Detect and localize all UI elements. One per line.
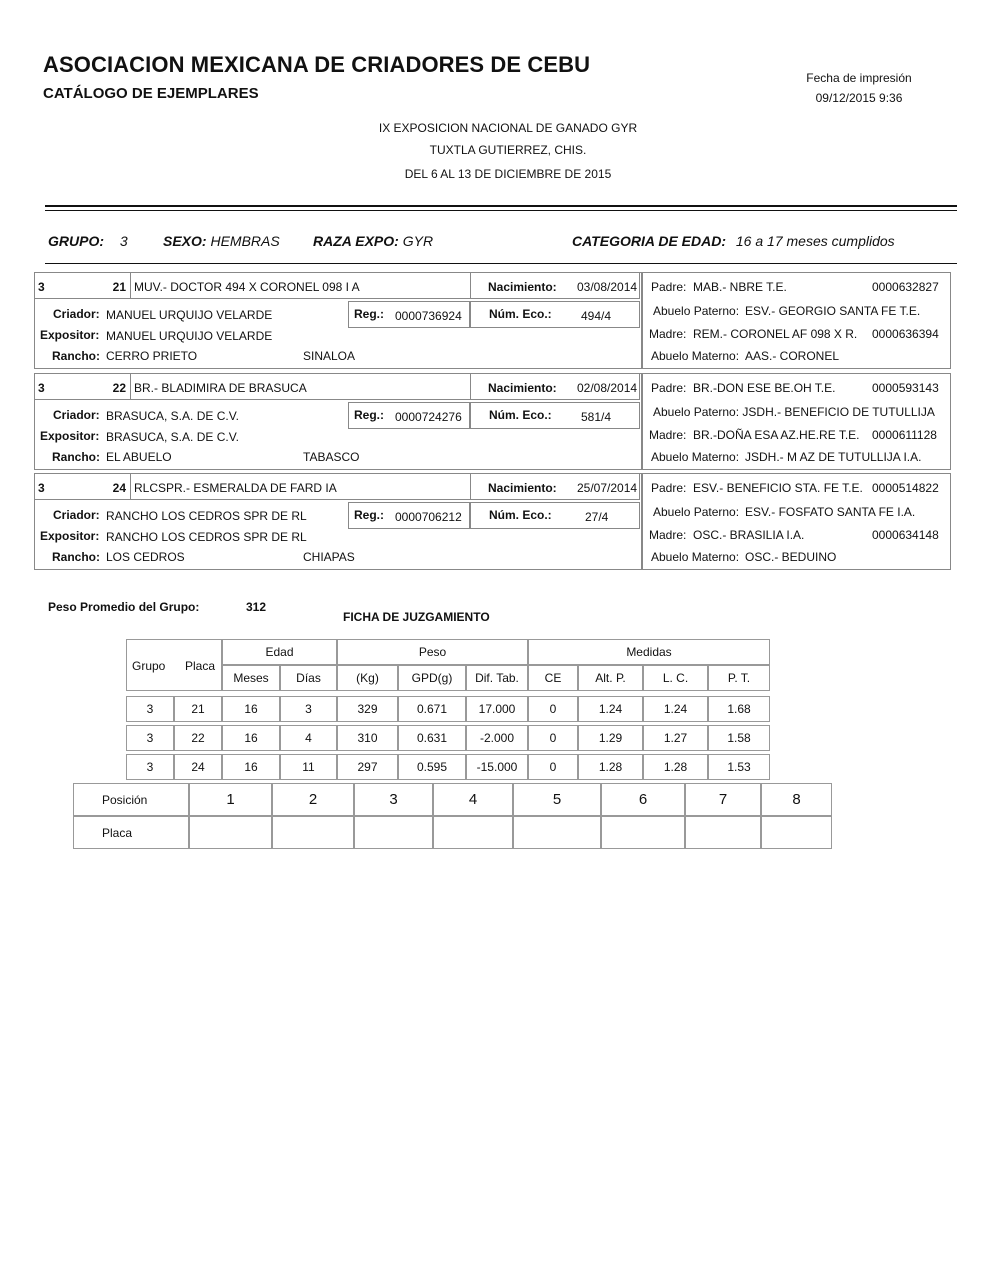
animal-name: BR.- BLADIMIRA DE BRASUCA (134, 381, 307, 395)
estado-value: TABASCO (303, 450, 360, 464)
position-number: 5 (513, 783, 601, 816)
rancho-label: Rancho: (52, 349, 100, 363)
padre-label: Padre: (651, 381, 687, 395)
kg-cell: 297 (337, 754, 398, 780)
gpd-cell: 0.631 (398, 725, 466, 751)
raza-value: GYR (402, 233, 434, 249)
num-eco-cell (470, 502, 640, 529)
padre-value: ESV.- BENEFICIO STA. FE T.E. (693, 481, 863, 495)
nacimiento-label: Nacimiento: (488, 381, 557, 395)
grupo-header: Grupo (132, 659, 166, 673)
sexo-value: HEMBRAS (210, 233, 280, 249)
animal-record (34, 473, 950, 569)
alt-p-cell: 1.29 (578, 725, 643, 751)
grupo-cell: 3 (126, 696, 174, 722)
abuelo-materno-label: Abuelo Materno: (651, 550, 740, 564)
reg-label: Reg.: (354, 508, 384, 522)
expositor-label: Expositor: (40, 328, 100, 342)
reg-cell (348, 502, 470, 529)
position-number: 6 (601, 783, 685, 816)
num-eco-value: 27/4 (585, 510, 609, 524)
meses-cell: 16 (222, 754, 280, 780)
peso-promedio-label: Peso Promedio del Grupo: (48, 600, 200, 614)
peso-promedio-value: 312 (246, 600, 267, 614)
header-divider (45, 205, 957, 211)
kg-cell: 310 (337, 725, 398, 751)
expositor-label: Expositor: (40, 429, 100, 443)
position-number: 4 (433, 783, 513, 816)
dif-tab-cell: -15.000 (466, 754, 528, 780)
placa-input-cell (433, 816, 513, 849)
table-row (126, 754, 770, 780)
meses-header: Meses (222, 665, 280, 691)
madre-label: Madre: (649, 327, 687, 341)
raza-label: RAZA EXPO: (313, 233, 399, 249)
sexo-label: SEXO: (163, 233, 207, 249)
madre-label: Madre: (649, 428, 687, 442)
meses-cell: 16 (222, 696, 280, 722)
lc-header: L. C. (643, 665, 708, 691)
categoria-label: CATEGORIA DE EDAD: (572, 233, 726, 249)
grupo: 3 (38, 280, 45, 294)
padre-label: Padre: (651, 280, 687, 294)
reg-label: Reg.: (354, 307, 384, 321)
padre-reg: 0000632827 (872, 280, 939, 294)
alt-p-header: Alt. P. (578, 665, 643, 691)
dias-header: Días (280, 665, 337, 691)
grupo: 3 (38, 381, 45, 395)
grupo-placa-header (126, 639, 222, 691)
abuelo-materno-value: AAS.- CORONEL (745, 349, 840, 363)
event-location: TUXTLA GUTIERREZ, CHIS. (429, 143, 587, 157)
padre-value: BR.-DON ESE BE.OH T.E. (693, 381, 836, 395)
padre-reg: 0000514822 (872, 481, 939, 495)
abuelo-paterno-label: Abuelo Paterno: (653, 505, 740, 519)
reg-value: 0000706212 (395, 510, 462, 524)
ce-cell: 0 (528, 725, 578, 751)
pt-cell: 1.58 (708, 725, 770, 751)
nombre-cell (130, 373, 471, 400)
dif-tab-cell: -2.000 (466, 725, 528, 751)
criador-value: MANUEL URQUIJO VELARDE (106, 308, 273, 322)
print-date: 09/12/2015 9:36 (815, 91, 903, 105)
event-dates: DEL 6 AL 13 DE DICIEMBRE DE 2015 (404, 167, 612, 181)
pt-header: P. T. (708, 665, 770, 691)
reg-value: 0000724276 (395, 410, 462, 424)
ce-header: CE (528, 665, 578, 691)
grupo-placa-cell (34, 373, 131, 400)
reg-cell (348, 402, 470, 429)
placa-header: Placa (185, 659, 216, 673)
madre-value: BR.-DOÑA ESA AZ.HE.RE T.E. (693, 428, 860, 442)
position-number: 1 (189, 783, 272, 816)
num-eco-label: Núm. Eco.: (489, 408, 552, 422)
placa-cell: 21 (174, 696, 222, 722)
criador-label: Criador: (53, 307, 100, 321)
grupo-filter (48, 233, 128, 249)
grupo-placa-cell (34, 272, 131, 299)
placa: 21 (112, 280, 126, 294)
placa-input-cell (272, 816, 354, 849)
table-row (126, 696, 770, 722)
rancho-label: Rancho: (52, 550, 100, 564)
peso-header: Peso (337, 639, 528, 665)
animal-name: MUV.- DOCTOR 494 X CORONEL 098 I A (134, 280, 360, 294)
posicion-label: Posición (73, 783, 189, 816)
judging-table (126, 639, 770, 780)
madre-reg: 0000634148 (872, 528, 939, 542)
position-number: 3 (354, 783, 433, 816)
ce-cell: 0 (528, 696, 578, 722)
alt-p-cell: 1.24 (578, 696, 643, 722)
gpd-cell: 0.595 (398, 754, 466, 780)
reg-label: Reg.: (354, 408, 384, 422)
nacimiento-value: 03/08/2014 (577, 280, 638, 294)
lc-cell: 1.24 (643, 696, 708, 722)
animal-record (34, 373, 950, 469)
madre-reg: 0000636394 (872, 327, 939, 341)
num-eco-label: Núm. Eco.: (489, 508, 552, 522)
placa-input-cell (189, 816, 272, 849)
placa-label: Placa (73, 816, 189, 849)
madre-value: OSC.- BRASILIA I.A. (693, 528, 805, 542)
lc-cell: 1.28 (643, 754, 708, 780)
criador-label: Criador: (53, 408, 100, 422)
placa-cell: 22 (174, 725, 222, 751)
rancho-label: Rancho: (52, 450, 100, 464)
position-number: 2 (272, 783, 354, 816)
placa: 22 (112, 381, 126, 395)
abuelo-paterno-label: Abuelo Paterno: (653, 304, 740, 318)
abuelo-materno-label: Abuelo Materno: (651, 349, 740, 363)
grupo-value: 3 (119, 233, 128, 249)
gpd-cell: 0.671 (398, 696, 466, 722)
nacimiento-value: 25/07/2014 (577, 481, 638, 495)
nacimiento-label: Nacimiento: (488, 481, 557, 495)
expositor-label: Expositor: (40, 529, 100, 543)
estado-value: SINALOA (303, 349, 356, 363)
placa-input-cell (354, 816, 433, 849)
categoria-value: 16 a 17 meses cumplidos (735, 233, 895, 249)
expositor-value: MANUEL URQUIJO VELARDE (106, 329, 273, 343)
gpd-header: GPD(g) (398, 665, 466, 691)
position-number: 7 (685, 783, 761, 816)
placa-input-cell (513, 816, 601, 849)
abuelo-paterno-value: JSDH.- BENEFICIO DE TUTULLIJA (742, 405, 935, 419)
print-date-label: Fecha de impresión (806, 71, 912, 85)
meses-cell: 16 (222, 725, 280, 751)
num-eco-cell (470, 402, 640, 429)
abuelo-paterno-label (653, 405, 949, 419)
nacimiento-cell (470, 473, 640, 500)
placa-input-cell (685, 816, 761, 849)
abuelo-paterno-value: ESV.- FOSFATO SANTA FE I.A. (745, 505, 916, 519)
ce-cell: 0 (528, 754, 578, 780)
nacimiento-cell (470, 272, 640, 299)
nacimiento-value: 02/08/2014 (577, 381, 638, 395)
dias-cell: 3 (280, 696, 337, 722)
rancho-value: CERRO PRIETO (106, 349, 198, 363)
pt-cell: 1.68 (708, 696, 770, 722)
alt-p-cell: 1.28 (578, 754, 643, 780)
sexo-filter (163, 233, 280, 249)
grupo-cell: 3 (126, 725, 174, 751)
dias-cell: 4 (280, 725, 337, 751)
page-title: ASOCIACION MEXICANA DE CRIADORES DE CEBU (43, 52, 591, 77)
expositor-value: RANCHO LOS CEDROS SPR DE RL (106, 530, 307, 544)
dif-tab-header: Dif. Tab. (466, 665, 528, 691)
filter-divider (45, 263, 957, 264)
num-eco-value: 581/4 (581, 410, 612, 424)
abuelo-materno-value: OSC.- BEDUINO (745, 550, 837, 564)
event-name: IX EXPOSICION NACIONAL DE GANADO GYR (378, 121, 638, 135)
nombre-cell (130, 473, 471, 500)
dias-cell: 11 (280, 754, 337, 780)
nacimiento-label: Nacimiento: (488, 280, 557, 294)
madre-reg: 0000611128 (872, 428, 937, 442)
pt-cell: 1.53 (708, 754, 770, 780)
grupo: 3 (38, 481, 45, 495)
abuelo-materno-label: Abuelo Materno: (651, 450, 740, 464)
reg-cell (348, 301, 470, 328)
dif-tab-cell: 17.000 (466, 696, 528, 722)
padre-reg: 0000593143 (872, 381, 939, 395)
madre-label: Madre: (649, 528, 687, 542)
criador-value: RANCHO LOS CEDROS SPR DE RL (106, 509, 307, 523)
madre-value: REM.- CORONEL AF 098 X R. (693, 327, 858, 341)
abuelo-paterno-label-text: Abuelo Paterno: (653, 405, 740, 419)
nacimiento-cell (470, 373, 640, 400)
estado-value: CHIAPAS (303, 550, 355, 564)
positions-table (73, 783, 832, 849)
criador-label: Criador: (53, 508, 100, 522)
rancho-value: LOS CEDROS (106, 550, 185, 564)
abuelo-materno-value: JSDH.- M AZ DE TUTULLIJA I.A. (745, 450, 922, 464)
categoria-filter (572, 233, 895, 249)
reg-value: 0000736924 (395, 309, 462, 323)
num-eco-cell (470, 301, 640, 328)
kg-header: (Kg) (337, 665, 398, 691)
grupo-cell: 3 (126, 754, 174, 780)
medidas-header: Medidas (528, 639, 770, 665)
table-row (126, 725, 770, 751)
grupo-label: GRUPO: (48, 233, 104, 249)
placa-cell: 24 (174, 754, 222, 780)
edad-header: Edad (222, 639, 337, 665)
position-number: 8 (761, 783, 832, 816)
raza-filter (313, 233, 433, 249)
animal-name: RLCSPR.- ESMERALDA DE FARD IA (134, 481, 337, 495)
lc-cell: 1.27 (643, 725, 708, 751)
nombre-cell (130, 272, 471, 299)
placa-input-cell (761, 816, 832, 849)
criador-value: BRASUCA, S.A. DE C.V. (106, 409, 239, 423)
num-eco-value: 494/4 (581, 309, 612, 323)
abuelo-paterno-value: ESV.- GEORGIO SANTA FE T.E. (745, 304, 921, 318)
page-subtitle: CATÁLOGO DE EJEMPLARES (43, 85, 259, 102)
padre-value: MAB.- NBRE T.E. (693, 280, 787, 294)
placa-input-cell (601, 816, 685, 849)
grupo-placa-cell (34, 473, 131, 500)
padre-label: Padre: (651, 481, 687, 495)
kg-cell: 329 (337, 696, 398, 722)
num-eco-label: Núm. Eco.: (489, 307, 552, 321)
placa: 24 (112, 481, 126, 495)
rancho-value: EL ABUELO (106, 450, 172, 464)
ficha-title: FICHA DE JUZGAMIENTO (343, 610, 490, 624)
animal-record (34, 272, 950, 368)
expositor-value: BRASUCA, S.A. DE C.V. (106, 430, 239, 444)
